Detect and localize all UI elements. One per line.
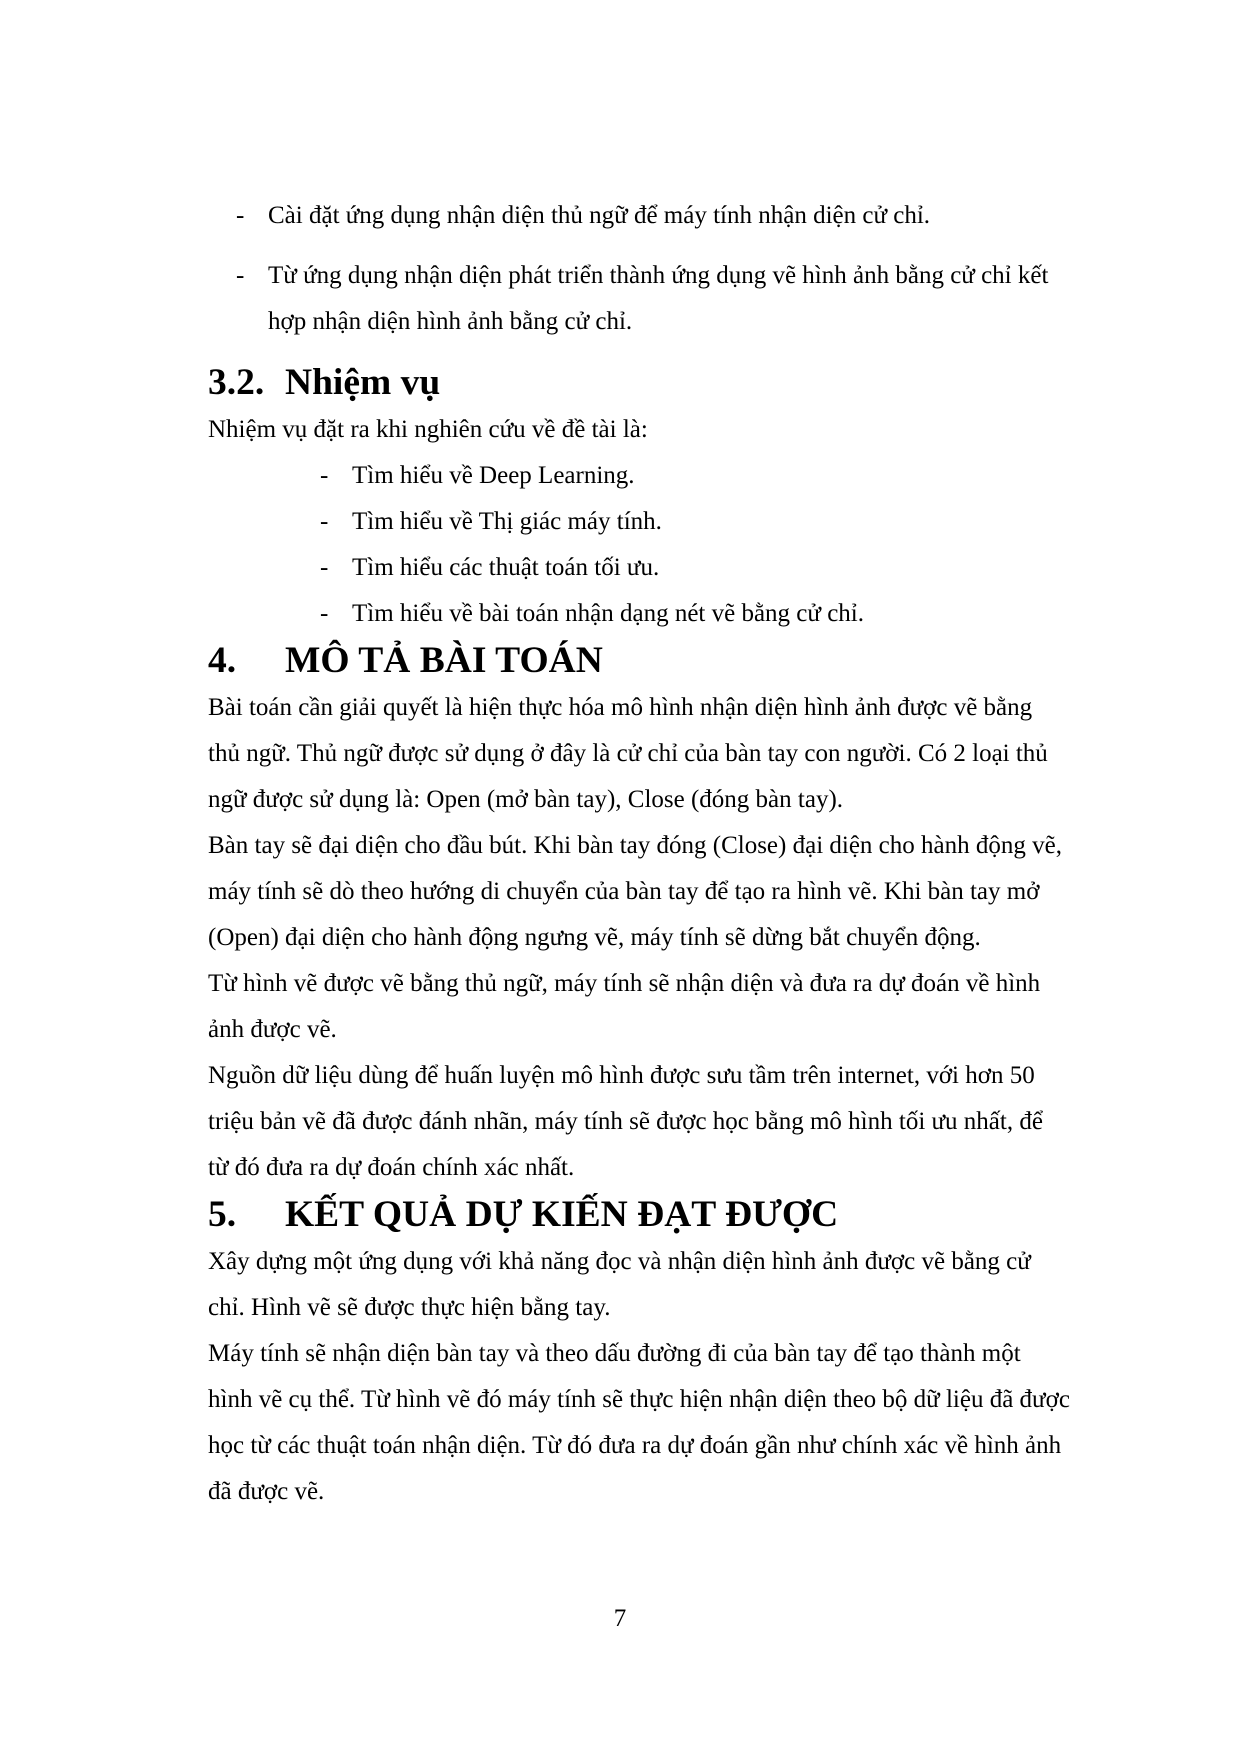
text-line: (Open) đại diện cho hành động ngưng vẽ, máy tính sẽ dừng bắt chuyển động. — [208, 924, 981, 951]
section-heading-3-2 — [208, 359, 1128, 407]
section-title: Nhiệm vụ — [285, 362, 441, 403]
task-list — [320, 453, 1128, 637]
text-line: máy tính sẽ dò theo hướng di chuyển của bàn tay để tạo ra hình vẽ. Khi bàn tay mở — [208, 878, 1040, 905]
bullet-dash: - — [320, 600, 329, 627]
text-line: đã được vẽ. — [208, 1478, 325, 1505]
text-line: Từ hình vẽ được vẽ bằng thủ ngữ, máy tính sẽ nhận diện và đưa ra dự đoán về hình — [208, 970, 1041, 997]
section-number: 5. — [208, 1194, 237, 1235]
task-text: Tìm hiểu về Deep Learning. — [352, 462, 635, 489]
section-heading-4 — [208, 637, 1128, 685]
text-line: Từ ứng dụng nhận diện phát triển thành ứng dụng vẽ hình ảnh bằng cử chỉ kết — [268, 262, 1049, 289]
paragraph — [208, 1053, 1128, 1191]
section-title: MÔ TẢ BÀI TOÁN — [285, 640, 603, 681]
page-content — [208, 193, 1128, 1515]
task-text: Tìm hiểu về Thị giác máy tính. — [352, 508, 662, 535]
text-line: Bàn tay sẽ đại diện cho đầu bút. Khi bàn tay đóng (Close) đại diện cho hành động vẽ, — [208, 832, 1062, 859]
text-line: ảnh được vẽ. — [208, 1016, 337, 1043]
paragraph — [208, 961, 1128, 1053]
task-item — [320, 591, 1128, 637]
section-number: 4. — [208, 640, 237, 681]
text-line: Bài toán cần giải quyết là hiện thực hóa mô hình nhận diện hình ảnh được vẽ bằng — [208, 694, 1033, 721]
paragraph — [208, 823, 1128, 961]
section-intro: Nhiệm vụ đặt ra khi nghiên cứu về đề tài là: — [208, 416, 648, 443]
task-item — [320, 453, 1128, 499]
text-line: hình vẽ cụ thể. Từ hình vẽ đó máy tính sẽ thực hiện nhận diện theo bộ dữ liệu đã được — [208, 1386, 1070, 1413]
paragraph — [208, 685, 1128, 823]
intro-bullet-1 — [236, 193, 1128, 239]
text-line: từ đó đưa ra dự đoán chính xác nhất. — [208, 1154, 575, 1181]
bullet-dash: - — [236, 202, 245, 229]
task-item — [320, 499, 1128, 545]
section-title: KẾT QUẢ DỰ KIẾN ĐẠT ĐƯỢC — [285, 1194, 839, 1235]
bullet-dash: - — [236, 262, 245, 289]
text-line: thủ ngữ. Thủ ngữ được sử dụng ở đây là cử chỉ của bàn tay con người. Có 2 loại thủ — [208, 740, 1048, 767]
text-line: ngữ được sử dụng là: Open (mở bàn tay), Close (đóng bàn tay). — [208, 786, 844, 813]
task-text: Tìm hiểu các thuật toán tối ưu. — [352, 554, 660, 581]
section-number: 3.2. — [208, 362, 265, 403]
text-line: Xây dựng một ứng dụng với khả năng đọc và nhận diện hình ảnh được vẽ bằng cử — [208, 1248, 1031, 1275]
paragraph — [208, 1239, 1128, 1331]
text-line: học từ các thuật toán nhận diện. Từ đó đưa ra dự đoán gần như chính xác về hình ảnh — [208, 1432, 1062, 1459]
text-line: Nguồn dữ liệu dùng để huấn luyện mô hình được sưu tầm trên internet, với hơn 50 — [208, 1062, 1035, 1089]
intro-bullet-2 — [236, 253, 1128, 345]
bullet-dash: - — [320, 462, 329, 489]
text-line: hợp nhận diện hình ảnh bằng cử chỉ. — [268, 308, 633, 335]
text-line: chỉ. Hình vẽ sẽ được thực hiện bằng tay. — [208, 1294, 611, 1321]
bullet-dash: - — [320, 554, 329, 581]
paragraph — [208, 1331, 1128, 1515]
text-line: Cài đặt ứng dụng nhận diện thủ ngữ để máy tính nhận diện cử chỉ. — [268, 202, 931, 229]
text-line: Máy tính sẽ nhận diện bàn tay và theo dấu đường đi của bàn tay để tạo thành một — [208, 1340, 1021, 1367]
task-item — [320, 545, 1128, 591]
task-text: Tìm hiểu về bài toán nhận dạng nét vẽ bằng cử chỉ. — [352, 600, 864, 627]
page-number: 7 — [613, 1605, 627, 1632]
bullet-dash: - — [320, 508, 329, 535]
section-heading-5 — [208, 1191, 1128, 1239]
text-line: triệu bản vẽ đã được đánh nhãn, máy tính sẽ được học bằng mô hình tối ưu nhất, để — [208, 1108, 1043, 1135]
